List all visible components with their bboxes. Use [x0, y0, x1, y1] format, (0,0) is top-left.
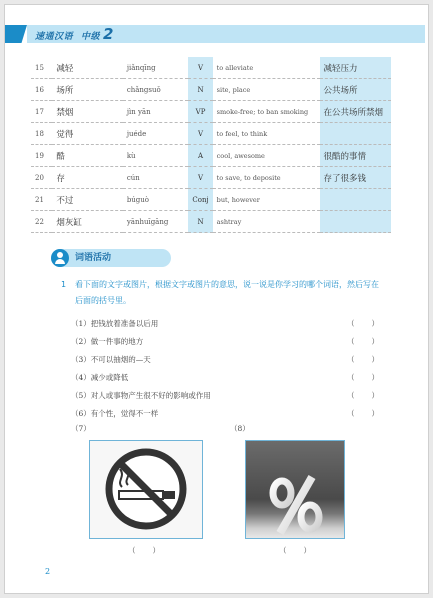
row-number: 19 — [31, 145, 52, 167]
vocab-word: 禁烟 — [52, 101, 122, 123]
exercise-item: （3）不可以抽烟的—天 （ ） — [71, 351, 401, 369]
vocab-word: 减轻 — [52, 57, 122, 79]
english-definition: to save, to deposite — [213, 167, 320, 189]
example-phrase — [320, 123, 391, 145]
vocab-pinyin: yānhuīgāng — [123, 211, 189, 233]
volume-number: 2 — [103, 25, 114, 43]
vocab-word: 觉得 — [52, 123, 122, 145]
vocab-pinyin: cún — [123, 167, 189, 189]
table-row — [31, 189, 391, 211]
example-phrase — [320, 189, 391, 211]
table-row — [31, 145, 391, 167]
exercise-number: 1 — [61, 280, 67, 289]
vocab-pinyin: jìn yān — [123, 101, 189, 123]
example-phrase: 公共场所 — [320, 79, 391, 101]
percent-image — [245, 440, 345, 539]
row-number: 15 — [31, 57, 52, 79]
series-name: 速通汉语 — [35, 32, 74, 42]
vocab-word: 烟灰缸 — [52, 211, 122, 233]
item-prompt: （2）做一件事的地方 — [71, 337, 144, 346]
exercise-item: （5）对人或事物产生很不好的影响或作用 （ ） — [71, 387, 401, 405]
level-name: 中级 — [81, 32, 101, 42]
item-prompt: （6）有个性，觉得不一样 — [71, 409, 159, 418]
table-row — [31, 123, 391, 145]
part-of-speech: VP — [188, 101, 212, 123]
exercise-item: （4）减少或降低 （ ） — [71, 369, 401, 387]
part-of-speech: V — [188, 167, 212, 189]
row-number: 18 — [31, 123, 52, 145]
row-number: 17 — [31, 101, 52, 123]
exercise-item: （6）有个性，觉得不一样 （ ） — [71, 405, 401, 423]
part-of-speech: N — [188, 79, 212, 101]
book-title — [35, 26, 114, 45]
row-number: 21 — [31, 189, 52, 211]
example-phrase: 很酷的事情 — [320, 145, 391, 167]
exercise-items — [71, 315, 401, 423]
person-icon — [51, 249, 69, 267]
item-prompt: （1）把钱放着准备以后用 — [71, 319, 159, 328]
page-number: 2 — [45, 567, 51, 576]
english-definition: smoke-free; to ban smoking — [213, 101, 320, 123]
example-phrase — [320, 211, 391, 233]
instruction-text: 看下面的文字或图片，根据文字或图片的意思，说一说是你学习的哪个词语，然后写在后面的括号里。 — [75, 280, 379, 305]
part-of-speech: Conj — [188, 189, 212, 211]
section-title: 词语活动 — [75, 253, 112, 263]
english-definition: ashtray — [213, 211, 320, 233]
part-of-speech: V — [188, 123, 212, 145]
table-row — [31, 211, 391, 233]
table-row — [31, 167, 391, 189]
english-definition: to feel, to think — [213, 123, 320, 145]
vocab-word: 场所 — [52, 79, 122, 101]
header-banner — [5, 25, 425, 43]
percent-icon — [246, 441, 344, 538]
no-smoking-icon — [90, 441, 202, 538]
vocab-pinyin: juéde — [123, 123, 189, 145]
item-prompt: （5）对人或事物产生很不好的影响或作用 — [71, 391, 211, 400]
table-row — [31, 79, 391, 101]
table-row — [31, 57, 391, 79]
row-number: 20 — [31, 167, 52, 189]
vocab-pinyin: jiǎnqīng — [123, 57, 189, 79]
english-definition: cool, awesome — [213, 145, 320, 167]
no-smoking-image — [89, 440, 203, 539]
textbook-page: 速通汉语 中级 2 15 减轻 jiǎnqīng V to alleviate 减轻压力 16 场所 chǎngsuǒ N site, place 公共场所 17 禁烟 jìn yān VP smoke-free; to ban smoking 在公共场所禁烟 18 觉得 juéde V to feel, to think 19 酷 kù A cool, awesome 很酷的事情 20 存 cún V to save, to deposite 存了很多钱 21 不过 búguò Conj but, however 22 烟灰缸 yānhuīgāng N ashtray 词语活动 1 看下面的文字或图片，根据文字或图片的意思，说一说是你学习的哪个词语，然后写在后面的括号里。 （1）把钱放着准备以后用 （ ） （2）做一件事的地方 （ ） （3）不可以抽烟的—天 （ ） （4）减少或降低 （ ） （5）对人或事物产生很不好的影响或作用 （ ） （6）有个性，觉得不一样 （ ） （7） （8） （ ） （ ） 2 — [4, 4, 429, 594]
example-phrase: 在公共场所禁烟 — [320, 101, 391, 123]
vocab-pinyin: búguò — [123, 189, 189, 211]
english-definition: to alleviate — [213, 57, 320, 79]
vocab-pinyin: kù — [123, 145, 189, 167]
row-number: 16 — [31, 79, 52, 101]
english-definition: site, place — [213, 79, 320, 101]
row-number: 22 — [31, 211, 52, 233]
vocab-word: 不过 — [52, 189, 122, 211]
example-phrase: 存了很多钱 — [320, 167, 391, 189]
english-definition: but, however — [213, 189, 320, 211]
vocabulary-table — [31, 57, 391, 233]
part-of-speech: N — [188, 211, 212, 233]
part-of-speech: A — [188, 145, 212, 167]
vocab-pinyin: chǎngsuǒ — [123, 79, 189, 101]
item-prompt: （3）不可以抽烟的—天 — [71, 355, 151, 364]
exercise-item: （1）把钱放着准备以后用 （ ） — [71, 315, 401, 333]
vocab-word: 存 — [52, 167, 122, 189]
banner-accent-stripe — [5, 25, 27, 43]
part-of-speech: V — [188, 57, 212, 79]
picture-item-8-label: （8） — [230, 424, 250, 433]
picture-item-7-label: （7） — [71, 424, 91, 433]
exercise-item: （2）做一件事的地方 （ ） — [71, 333, 401, 351]
item-prompt: （4）减少或降低 — [71, 373, 129, 382]
section-header — [51, 249, 171, 267]
example-phrase: 减轻压力 — [320, 57, 391, 79]
vocab-word: 酷 — [52, 145, 122, 167]
table-row — [31, 101, 391, 123]
